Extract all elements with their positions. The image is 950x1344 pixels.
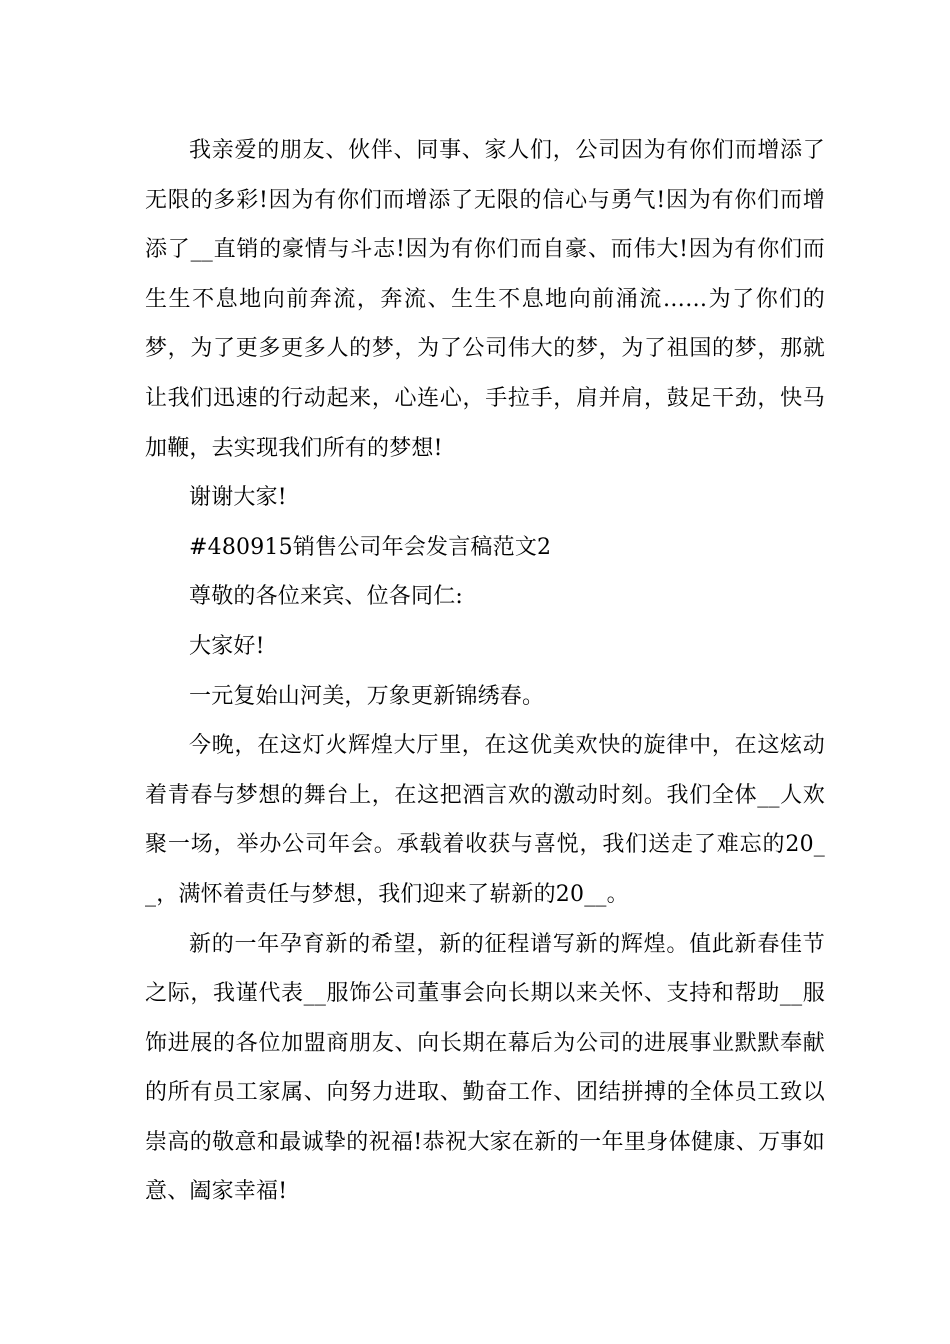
paragraph-new-year: 新的一年孕育新的希望，新的征程谱写新的辉煌。值此新春佳节之际，我谨代表__服饰公司董事会向长期以来关怀、支持和帮助__服饰进展的各位加盟商朋友、向长期在幕后为公司的进展事业默默奉献的所有员工家属、向努力进取、勤奋工作、团结拼搏的全体员工致以崇高的敬意和最诚挚的祝福!恭祝大家在新的一年里身体健康、万事如意、阖家幸福! bbox=[145, 931, 825, 1205]
paragraph-closing-appeal: 我亲爱的朋友、伙伴、同事、家人们，公司因为有你们而增添了无限的多彩!因为有你们而增添了无限的信心与勇气!因为有你们而增添了__直销的豪情与斗志!因为有你们而自豪、而伟大!因为有你们而生生不息地向前奔流，奔流、生生不息地向前涌流……为了你们的梦，为了更多更多人的梦，为了公司伟大的梦，为了祖国的梦，那就让我们迅速的行动起来，心连心，手拉手，肩并肩，鼓足干劲，快马加鞭，去实现我们所有的梦想! bbox=[145, 138, 825, 461]
paragraph-tonight: 今晚，在这灯火辉煌大厅里，在这优美欢快的旋律中，在这炫动着青春与梦想的舞台上，在这把酒言欢的激动时刻。我们全体__人欢聚一场，举办公司年会。承载着收获与喜悦，我们送走了难忘的20__，满怀着责任与梦想，我们迎来了崭新的20__。 bbox=[145, 733, 825, 907]
paragraph-greeting: 大家好! bbox=[189, 633, 265, 659]
paragraph-salutation: 尊敬的各位来宾、位各同仁: bbox=[189, 584, 464, 610]
section-heading: #480915销售公司年会发言稿范文2 bbox=[189, 534, 552, 560]
paragraph-couplet: 一元复始山河美，万象更新锦绣春。 bbox=[189, 683, 545, 709]
document-page bbox=[145, 126, 825, 1217]
paragraph-thanks: 谢谢大家! bbox=[189, 485, 287, 511]
